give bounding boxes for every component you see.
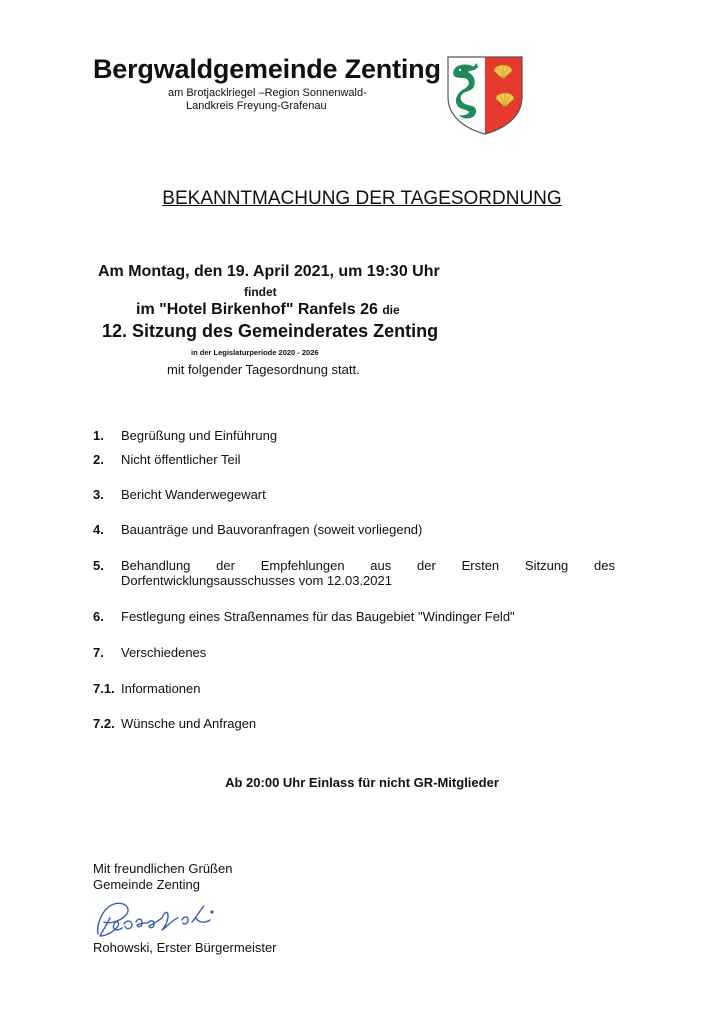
agenda-item-text-line1: Behandlung der Empfehlungen aus der Ersten Sitzung des	[121, 558, 615, 573]
document-title: BEKANNTMACHUNG DER TAGESORDNUNG	[162, 188, 562, 209]
agenda-item-text: Bericht Wanderwegewart	[121, 487, 266, 502]
meeting-place-suffix: die	[382, 303, 400, 317]
agenda-item-number: 6.	[93, 609, 104, 624]
agenda-item-number: 5.	[93, 558, 104, 573]
agenda-item-number: 4.	[93, 522, 104, 537]
agenda-item-number: 2.	[93, 452, 104, 467]
meeting-statt: mit folgender Tagesordnung statt.	[167, 362, 360, 377]
agenda-item-text: Informationen	[121, 681, 201, 696]
agenda-item-text: Wünsche und Anfragen	[121, 716, 257, 731]
meeting-period: in der Legislaturperiode 2020 - 2026	[191, 348, 319, 357]
closing-org: Gemeinde Zenting	[93, 877, 200, 892]
agenda-item-text: Nicht öffentlicher Teil	[121, 452, 241, 467]
coat-of-arms-icon	[446, 55, 524, 135]
agenda-item-number: 3.	[93, 487, 104, 502]
admission-notice: Ab 20:00 Uhr Einlass für nicht GR-Mitglieder	[225, 775, 499, 790]
agenda-item-text	[121, 558, 615, 588]
signer-name: Rohowski, Erster Bürgermeister	[93, 940, 277, 955]
meeting-date: Am Montag, den 19. April 2021, um 19:30 Uhr	[98, 263, 440, 280]
signature-icon	[92, 898, 224, 940]
agenda-item-number: 1.	[93, 428, 104, 443]
agenda-item-text: Bauanträge und Bauvoranfragen (soweit vorliegend)	[121, 522, 423, 537]
meeting-place	[136, 301, 400, 319]
agenda-item-number: 7.	[93, 645, 104, 660]
agenda-item-text: Begrüßung und Einführung	[121, 428, 278, 443]
meeting-place-text: im "Hotel Birkenhof" Ranfels 26	[136, 301, 378, 318]
agenda-item-number: 7.2.	[93, 716, 115, 731]
agenda-item-number: 7.1.	[93, 681, 115, 696]
municipality-region: am Brotjacklriegel –Region Sonnenwald-	[168, 87, 367, 99]
agenda-item-text-line2: Dorfentwicklungsausschusses vom 12.03.2021	[121, 573, 392, 588]
meeting-session: 12. Sitzung des Gemeinderates Zenting	[102, 321, 439, 341]
municipality-district: Landkreis Freyung-Grafenau	[186, 100, 327, 112]
agenda-item-text: Verschiedenes	[121, 645, 207, 660]
closing-greeting: Mit freundlichen Grüßen	[93, 861, 233, 876]
meeting-findet: findet	[244, 285, 277, 299]
agenda-item-text: Festlegung eines Straßennames für das Baugebiet "Windinger Feld"	[121, 609, 515, 624]
municipality-name: Bergwaldgemeinde Zenting	[93, 54, 441, 84]
